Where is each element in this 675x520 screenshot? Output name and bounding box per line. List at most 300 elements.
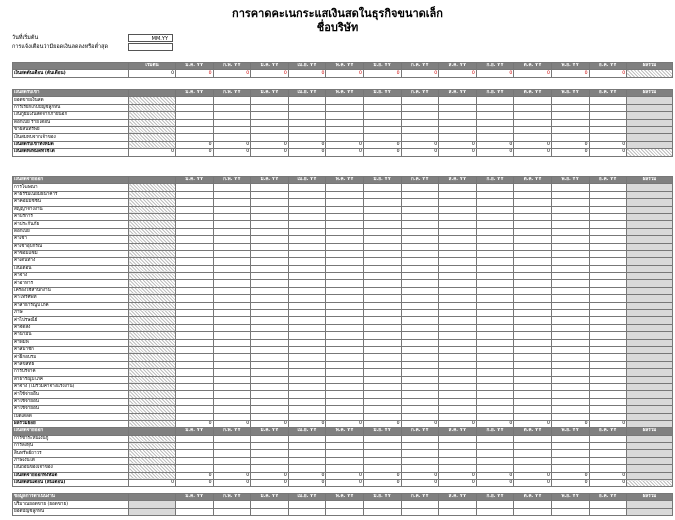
- value-cell[interactable]: [176, 413, 214, 420]
- value-cell[interactable]: [401, 184, 439, 191]
- value-cell[interactable]: [288, 236, 326, 243]
- value-cell[interactable]: [439, 391, 477, 398]
- value-cell[interactable]: [363, 465, 401, 472]
- value-cell[interactable]: [589, 265, 627, 272]
- value-cell[interactable]: 0: [363, 420, 401, 427]
- value-cell[interactable]: [514, 508, 552, 515]
- value-cell[interactable]: [401, 450, 439, 457]
- value-cell[interactable]: [589, 443, 627, 450]
- value-cell[interactable]: [326, 376, 364, 383]
- value-cell[interactable]: [176, 287, 214, 294]
- value-cell[interactable]: [213, 280, 251, 287]
- value-cell[interactable]: [363, 391, 401, 398]
- value-cell[interactable]: [439, 324, 477, 331]
- value-cell[interactable]: [176, 324, 214, 331]
- value-cell[interactable]: [476, 250, 514, 257]
- value-cell[interactable]: 0: [476, 70, 514, 77]
- value-cell[interactable]: [363, 213, 401, 220]
- value-cell[interactable]: [514, 457, 552, 464]
- value-cell[interactable]: [551, 199, 589, 206]
- value-cell[interactable]: [514, 376, 552, 383]
- start-cell[interactable]: 0: [129, 70, 176, 77]
- value-cell[interactable]: [213, 324, 251, 331]
- value-cell[interactable]: [363, 346, 401, 353]
- value-cell[interactable]: [326, 265, 364, 272]
- value-cell[interactable]: [589, 339, 627, 346]
- value-cell[interactable]: [326, 236, 364, 243]
- value-cell[interactable]: [251, 332, 289, 339]
- value-cell[interactable]: [589, 119, 627, 126]
- value-cell[interactable]: 0: [514, 472, 552, 479]
- value-cell[interactable]: [251, 398, 289, 405]
- value-cell[interactable]: [551, 236, 589, 243]
- value-cell[interactable]: [176, 435, 214, 442]
- value-cell[interactable]: [251, 310, 289, 317]
- value-cell[interactable]: [514, 236, 552, 243]
- value-cell[interactable]: [514, 191, 552, 198]
- value-cell[interactable]: [589, 280, 627, 287]
- value-cell[interactable]: 0: [363, 70, 401, 77]
- value-cell[interactable]: [589, 104, 627, 111]
- value-cell[interactable]: [288, 287, 326, 294]
- value-cell[interactable]: [326, 258, 364, 265]
- value-cell[interactable]: 0: [251, 70, 289, 77]
- value-cell[interactable]: [476, 213, 514, 220]
- value-cell[interactable]: [551, 280, 589, 287]
- value-cell[interactable]: 0: [251, 141, 289, 148]
- value-cell[interactable]: [251, 213, 289, 220]
- value-cell[interactable]: [401, 236, 439, 243]
- value-cell[interactable]: [326, 184, 364, 191]
- value-cell[interactable]: [439, 376, 477, 383]
- value-cell[interactable]: [288, 465, 326, 472]
- value-cell[interactable]: [589, 450, 627, 457]
- value-cell[interactable]: [213, 346, 251, 353]
- value-cell[interactable]: 0: [514, 420, 552, 427]
- value-cell[interactable]: [326, 413, 364, 420]
- value-cell[interactable]: [363, 199, 401, 206]
- value-cell[interactable]: 0: [213, 472, 251, 479]
- value-cell[interactable]: [288, 273, 326, 280]
- value-cell[interactable]: [401, 501, 439, 508]
- value-cell[interactable]: [326, 126, 364, 133]
- value-cell[interactable]: [176, 457, 214, 464]
- value-cell[interactable]: [439, 435, 477, 442]
- value-cell[interactable]: [363, 508, 401, 515]
- value-cell[interactable]: 0: [551, 480, 589, 487]
- value-cell[interactable]: [176, 206, 214, 213]
- start-cell[interactable]: 0: [129, 149, 176, 156]
- value-cell[interactable]: [401, 443, 439, 450]
- value-cell[interactable]: [363, 501, 401, 508]
- value-cell[interactable]: [326, 450, 364, 457]
- value-cell[interactable]: [288, 119, 326, 126]
- value-cell[interactable]: [213, 199, 251, 206]
- value-cell[interactable]: [401, 361, 439, 368]
- value-cell[interactable]: [476, 391, 514, 398]
- value-cell[interactable]: [476, 243, 514, 250]
- value-cell[interactable]: [551, 457, 589, 464]
- value-cell[interactable]: 0: [476, 480, 514, 487]
- value-cell[interactable]: [589, 258, 627, 265]
- value-cell[interactable]: [363, 295, 401, 302]
- value-cell[interactable]: [363, 287, 401, 294]
- value-cell[interactable]: 0: [326, 149, 364, 156]
- value-cell[interactable]: [326, 250, 364, 257]
- value-cell[interactable]: [551, 435, 589, 442]
- value-cell[interactable]: [326, 228, 364, 235]
- value-cell[interactable]: [176, 398, 214, 405]
- value-cell[interactable]: [213, 250, 251, 257]
- value-cell[interactable]: [589, 228, 627, 235]
- value-cell[interactable]: 0: [401, 141, 439, 148]
- value-cell[interactable]: [514, 119, 552, 126]
- value-cell[interactable]: [363, 339, 401, 346]
- value-cell[interactable]: [401, 398, 439, 405]
- value-cell[interactable]: [551, 413, 589, 420]
- value-cell[interactable]: [476, 376, 514, 383]
- value-cell[interactable]: [213, 184, 251, 191]
- value-cell[interactable]: [476, 413, 514, 420]
- value-cell[interactable]: [514, 280, 552, 287]
- value-cell[interactable]: [439, 457, 477, 464]
- value-cell[interactable]: [251, 221, 289, 228]
- value-cell[interactable]: [514, 295, 552, 302]
- value-cell[interactable]: [251, 97, 289, 104]
- value-cell[interactable]: [551, 191, 589, 198]
- value-cell[interactable]: [288, 376, 326, 383]
- value-cell[interactable]: [514, 391, 552, 398]
- value-cell[interactable]: [401, 221, 439, 228]
- value-cell[interactable]: [514, 413, 552, 420]
- value-cell[interactable]: [514, 126, 552, 133]
- value-cell[interactable]: [401, 324, 439, 331]
- value-cell[interactable]: [251, 317, 289, 324]
- value-cell[interactable]: [551, 391, 589, 398]
- value-cell[interactable]: [439, 354, 477, 361]
- value-cell[interactable]: [288, 346, 326, 353]
- value-cell[interactable]: 0: [551, 420, 589, 427]
- value-cell[interactable]: 0: [439, 141, 477, 148]
- value-cell[interactable]: [589, 501, 627, 508]
- value-cell[interactable]: [589, 273, 627, 280]
- value-cell[interactable]: [401, 119, 439, 126]
- value-cell[interactable]: [326, 97, 364, 104]
- value-cell[interactable]: 0: [439, 420, 477, 427]
- value-cell[interactable]: [476, 435, 514, 442]
- value-cell[interactable]: [551, 354, 589, 361]
- value-cell[interactable]: 0: [176, 480, 214, 487]
- value-cell[interactable]: 0: [439, 70, 477, 77]
- value-cell[interactable]: [476, 184, 514, 191]
- value-cell[interactable]: [589, 406, 627, 413]
- value-cell[interactable]: 0: [363, 472, 401, 479]
- value-cell[interactable]: [288, 112, 326, 119]
- start-date-input[interactable]: MM.YY: [128, 34, 173, 42]
- value-cell[interactable]: [326, 302, 364, 309]
- value-cell[interactable]: [251, 250, 289, 257]
- value-cell[interactable]: [439, 221, 477, 228]
- value-cell[interactable]: [514, 287, 552, 294]
- value-cell[interactable]: [251, 324, 289, 331]
- value-cell[interactable]: 0: [551, 70, 589, 77]
- value-cell[interactable]: [251, 295, 289, 302]
- value-cell[interactable]: [401, 97, 439, 104]
- value-cell[interactable]: [589, 221, 627, 228]
- value-cell[interactable]: 0: [288, 472, 326, 479]
- value-cell[interactable]: [514, 104, 552, 111]
- value-cell[interactable]: [476, 280, 514, 287]
- value-cell[interactable]: [439, 465, 477, 472]
- value-cell[interactable]: [589, 310, 627, 317]
- value-cell[interactable]: [439, 199, 477, 206]
- value-cell[interactable]: [176, 280, 214, 287]
- value-cell[interactable]: [439, 369, 477, 376]
- value-cell[interactable]: [401, 354, 439, 361]
- value-cell[interactable]: [213, 317, 251, 324]
- value-cell[interactable]: [514, 112, 552, 119]
- value-cell[interactable]: [514, 339, 552, 346]
- value-cell[interactable]: [514, 324, 552, 331]
- value-cell[interactable]: [551, 302, 589, 309]
- value-cell[interactable]: [551, 406, 589, 413]
- value-cell[interactable]: [589, 243, 627, 250]
- value-cell[interactable]: [288, 391, 326, 398]
- value-cell[interactable]: [589, 206, 627, 213]
- value-cell[interactable]: [363, 250, 401, 257]
- value-cell[interactable]: [476, 126, 514, 133]
- value-cell[interactable]: 0: [363, 480, 401, 487]
- value-cell[interactable]: 0: [476, 149, 514, 156]
- value-cell[interactable]: [176, 391, 214, 398]
- value-cell[interactable]: [514, 501, 552, 508]
- value-cell[interactable]: [476, 443, 514, 450]
- value-cell[interactable]: [514, 443, 552, 450]
- value-cell[interactable]: [213, 134, 251, 141]
- value-cell[interactable]: [363, 184, 401, 191]
- value-cell[interactable]: [213, 508, 251, 515]
- value-cell[interactable]: 0: [589, 141, 627, 148]
- value-cell[interactable]: [288, 97, 326, 104]
- value-cell[interactable]: [439, 508, 477, 515]
- value-cell[interactable]: 0: [251, 472, 289, 479]
- value-cell[interactable]: [401, 413, 439, 420]
- value-cell[interactable]: [213, 332, 251, 339]
- value-cell[interactable]: [551, 126, 589, 133]
- value-cell[interactable]: [213, 450, 251, 457]
- value-cell[interactable]: [326, 465, 364, 472]
- value-cell[interactable]: [213, 443, 251, 450]
- value-cell[interactable]: [476, 228, 514, 235]
- value-cell[interactable]: [213, 104, 251, 111]
- value-cell[interactable]: [251, 199, 289, 206]
- value-cell[interactable]: [476, 112, 514, 119]
- value-cell[interactable]: [401, 126, 439, 133]
- value-cell[interactable]: [213, 119, 251, 126]
- value-cell[interactable]: [551, 369, 589, 376]
- value-cell[interactable]: [326, 443, 364, 450]
- value-cell[interactable]: [551, 376, 589, 383]
- value-cell[interactable]: 0: [551, 472, 589, 479]
- value-cell[interactable]: [476, 332, 514, 339]
- value-cell[interactable]: [176, 317, 214, 324]
- value-cell[interactable]: [514, 265, 552, 272]
- value-cell[interactable]: [288, 243, 326, 250]
- value-cell[interactable]: [476, 354, 514, 361]
- value-cell[interactable]: 0: [213, 480, 251, 487]
- value-cell[interactable]: [363, 443, 401, 450]
- value-cell[interactable]: [589, 508, 627, 515]
- value-cell[interactable]: [476, 119, 514, 126]
- value-cell[interactable]: [589, 184, 627, 191]
- value-cell[interactable]: [401, 295, 439, 302]
- value-cell[interactable]: [363, 280, 401, 287]
- value-cell[interactable]: [176, 369, 214, 376]
- value-cell[interactable]: 0: [176, 70, 214, 77]
- value-cell[interactable]: [476, 317, 514, 324]
- value-cell[interactable]: [401, 250, 439, 257]
- value-cell[interactable]: 0: [363, 141, 401, 148]
- value-cell[interactable]: 0: [439, 149, 477, 156]
- value-cell[interactable]: [176, 361, 214, 368]
- value-cell[interactable]: [363, 406, 401, 413]
- value-cell[interactable]: [589, 369, 627, 376]
- value-cell[interactable]: [439, 243, 477, 250]
- value-cell[interactable]: [251, 346, 289, 353]
- value-cell[interactable]: 0: [589, 472, 627, 479]
- value-cell[interactable]: [326, 243, 364, 250]
- value-cell[interactable]: [439, 236, 477, 243]
- value-cell[interactable]: [363, 302, 401, 309]
- value-cell[interactable]: 0: [401, 420, 439, 427]
- value-cell[interactable]: [363, 104, 401, 111]
- value-cell[interactable]: [288, 213, 326, 220]
- value-cell[interactable]: [363, 354, 401, 361]
- value-cell[interactable]: [514, 184, 552, 191]
- value-cell[interactable]: [363, 376, 401, 383]
- value-cell[interactable]: [213, 273, 251, 280]
- value-cell[interactable]: [176, 354, 214, 361]
- value-cell[interactable]: [176, 221, 214, 228]
- value-cell[interactable]: [326, 339, 364, 346]
- value-cell[interactable]: [176, 213, 214, 220]
- value-cell[interactable]: [363, 450, 401, 457]
- value-cell[interactable]: [176, 310, 214, 317]
- value-cell[interactable]: [213, 236, 251, 243]
- value-cell[interactable]: [251, 383, 289, 390]
- value-cell[interactable]: [514, 398, 552, 405]
- value-cell[interactable]: [251, 508, 289, 515]
- value-cell[interactable]: [401, 302, 439, 309]
- value-cell[interactable]: [401, 104, 439, 111]
- value-cell[interactable]: [176, 258, 214, 265]
- value-cell[interactable]: [326, 191, 364, 198]
- value-cell[interactable]: [589, 435, 627, 442]
- value-cell[interactable]: [288, 457, 326, 464]
- value-cell[interactable]: [551, 317, 589, 324]
- value-cell[interactable]: 0: [213, 70, 251, 77]
- value-cell[interactable]: [213, 221, 251, 228]
- value-cell[interactable]: [288, 206, 326, 213]
- value-cell[interactable]: [213, 295, 251, 302]
- value-cell[interactable]: [363, 236, 401, 243]
- value-cell[interactable]: [589, 213, 627, 220]
- value-cell[interactable]: [251, 435, 289, 442]
- value-cell[interactable]: [213, 376, 251, 383]
- value-cell[interactable]: [363, 191, 401, 198]
- value-cell[interactable]: 0: [213, 141, 251, 148]
- value-cell[interactable]: [439, 191, 477, 198]
- value-cell[interactable]: [213, 465, 251, 472]
- value-cell[interactable]: [439, 273, 477, 280]
- value-cell[interactable]: [288, 295, 326, 302]
- value-cell[interactable]: [251, 126, 289, 133]
- value-cell[interactable]: [213, 339, 251, 346]
- value-cell[interactable]: [288, 104, 326, 111]
- value-cell[interactable]: [551, 295, 589, 302]
- value-cell[interactable]: [251, 369, 289, 376]
- value-cell[interactable]: [476, 369, 514, 376]
- value-cell[interactable]: [401, 465, 439, 472]
- value-cell[interactable]: [476, 501, 514, 508]
- value-cell[interactable]: 0: [176, 141, 214, 148]
- value-cell[interactable]: [514, 228, 552, 235]
- value-cell[interactable]: [514, 302, 552, 309]
- value-cell[interactable]: [176, 450, 214, 457]
- value-cell[interactable]: [514, 310, 552, 317]
- value-cell[interactable]: 0: [326, 472, 364, 479]
- value-cell[interactable]: [326, 206, 364, 213]
- value-cell[interactable]: [514, 206, 552, 213]
- value-cell[interactable]: [288, 126, 326, 133]
- value-cell[interactable]: [401, 383, 439, 390]
- value-cell[interactable]: [476, 273, 514, 280]
- value-cell[interactable]: [551, 221, 589, 228]
- value-cell[interactable]: [213, 258, 251, 265]
- value-cell[interactable]: [476, 324, 514, 331]
- value-cell[interactable]: [514, 258, 552, 265]
- value-cell[interactable]: [363, 112, 401, 119]
- value-cell[interactable]: [439, 287, 477, 294]
- value-cell[interactable]: [213, 310, 251, 317]
- value-cell[interactable]: [251, 104, 289, 111]
- value-cell[interactable]: [439, 332, 477, 339]
- value-cell[interactable]: [288, 184, 326, 191]
- value-cell[interactable]: [288, 221, 326, 228]
- value-cell[interactable]: [514, 465, 552, 472]
- value-cell[interactable]: [401, 317, 439, 324]
- value-cell[interactable]: [439, 104, 477, 111]
- value-cell[interactable]: [514, 435, 552, 442]
- value-cell[interactable]: [251, 450, 289, 457]
- value-cell[interactable]: [476, 236, 514, 243]
- value-cell[interactable]: [401, 280, 439, 287]
- value-cell[interactable]: 0: [288, 141, 326, 148]
- value-cell[interactable]: [401, 265, 439, 272]
- value-cell[interactable]: [176, 383, 214, 390]
- value-cell[interactable]: [551, 287, 589, 294]
- value-cell[interactable]: [176, 119, 214, 126]
- value-cell[interactable]: [213, 228, 251, 235]
- value-cell[interactable]: [551, 465, 589, 472]
- value-cell[interactable]: [251, 191, 289, 198]
- value-cell[interactable]: [176, 97, 214, 104]
- value-cell[interactable]: [176, 243, 214, 250]
- value-cell[interactable]: 0: [401, 472, 439, 479]
- value-cell[interactable]: [401, 273, 439, 280]
- value-cell[interactable]: [251, 258, 289, 265]
- value-cell[interactable]: [288, 413, 326, 420]
